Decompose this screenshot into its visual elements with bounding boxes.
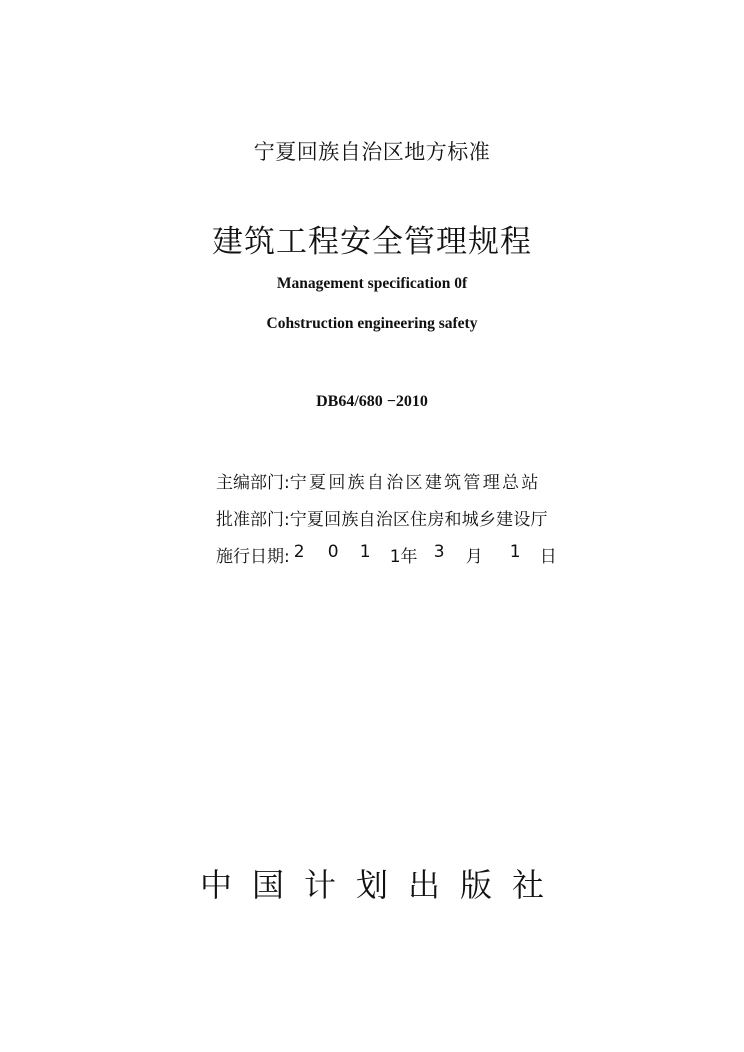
effective-date-row <box>216 542 596 579</box>
date-part: 2 <box>293 542 305 562</box>
effective-date-label: 施行日期 <box>216 547 284 567</box>
date-part: 1 <box>359 542 371 562</box>
date-part: 日 <box>539 547 557 567</box>
title-english-line1: Management specification 0f <box>276 275 468 292</box>
date-part: 1 <box>509 542 521 562</box>
date-part: 月 <box>465 547 483 567</box>
chief-editor-label: 主编部门 <box>216 473 284 493</box>
separator: : <box>284 510 290 530</box>
publisher: 中国计划出版社 <box>199 866 564 904</box>
chief-editor-row <box>216 468 596 505</box>
effective-date-value <box>290 542 580 567</box>
approver-value: 宁夏回族自治区住房和城乡建设厅 <box>289 510 548 530</box>
date-part: 1年 <box>389 547 418 567</box>
info-block <box>216 468 596 579</box>
separator: : <box>284 547 290 567</box>
date-part: 3 <box>433 542 445 562</box>
separator: : <box>284 473 290 493</box>
standard-number: DB64/680 −2010 <box>316 393 428 410</box>
approver-label: 批准部门 <box>216 510 284 530</box>
title-english-line2: Cohstruction engineering safety <box>266 315 478 332</box>
approver-row <box>216 505 596 542</box>
chief-editor-value: 宁夏回族自治区建筑管理总站 <box>289 473 541 493</box>
standard-type: 宁夏回族自治区地方标准 <box>253 140 491 164</box>
title-chinese: 建筑工程安全管理规程 <box>212 224 532 260</box>
date-part: 0 <box>327 542 339 562</box>
